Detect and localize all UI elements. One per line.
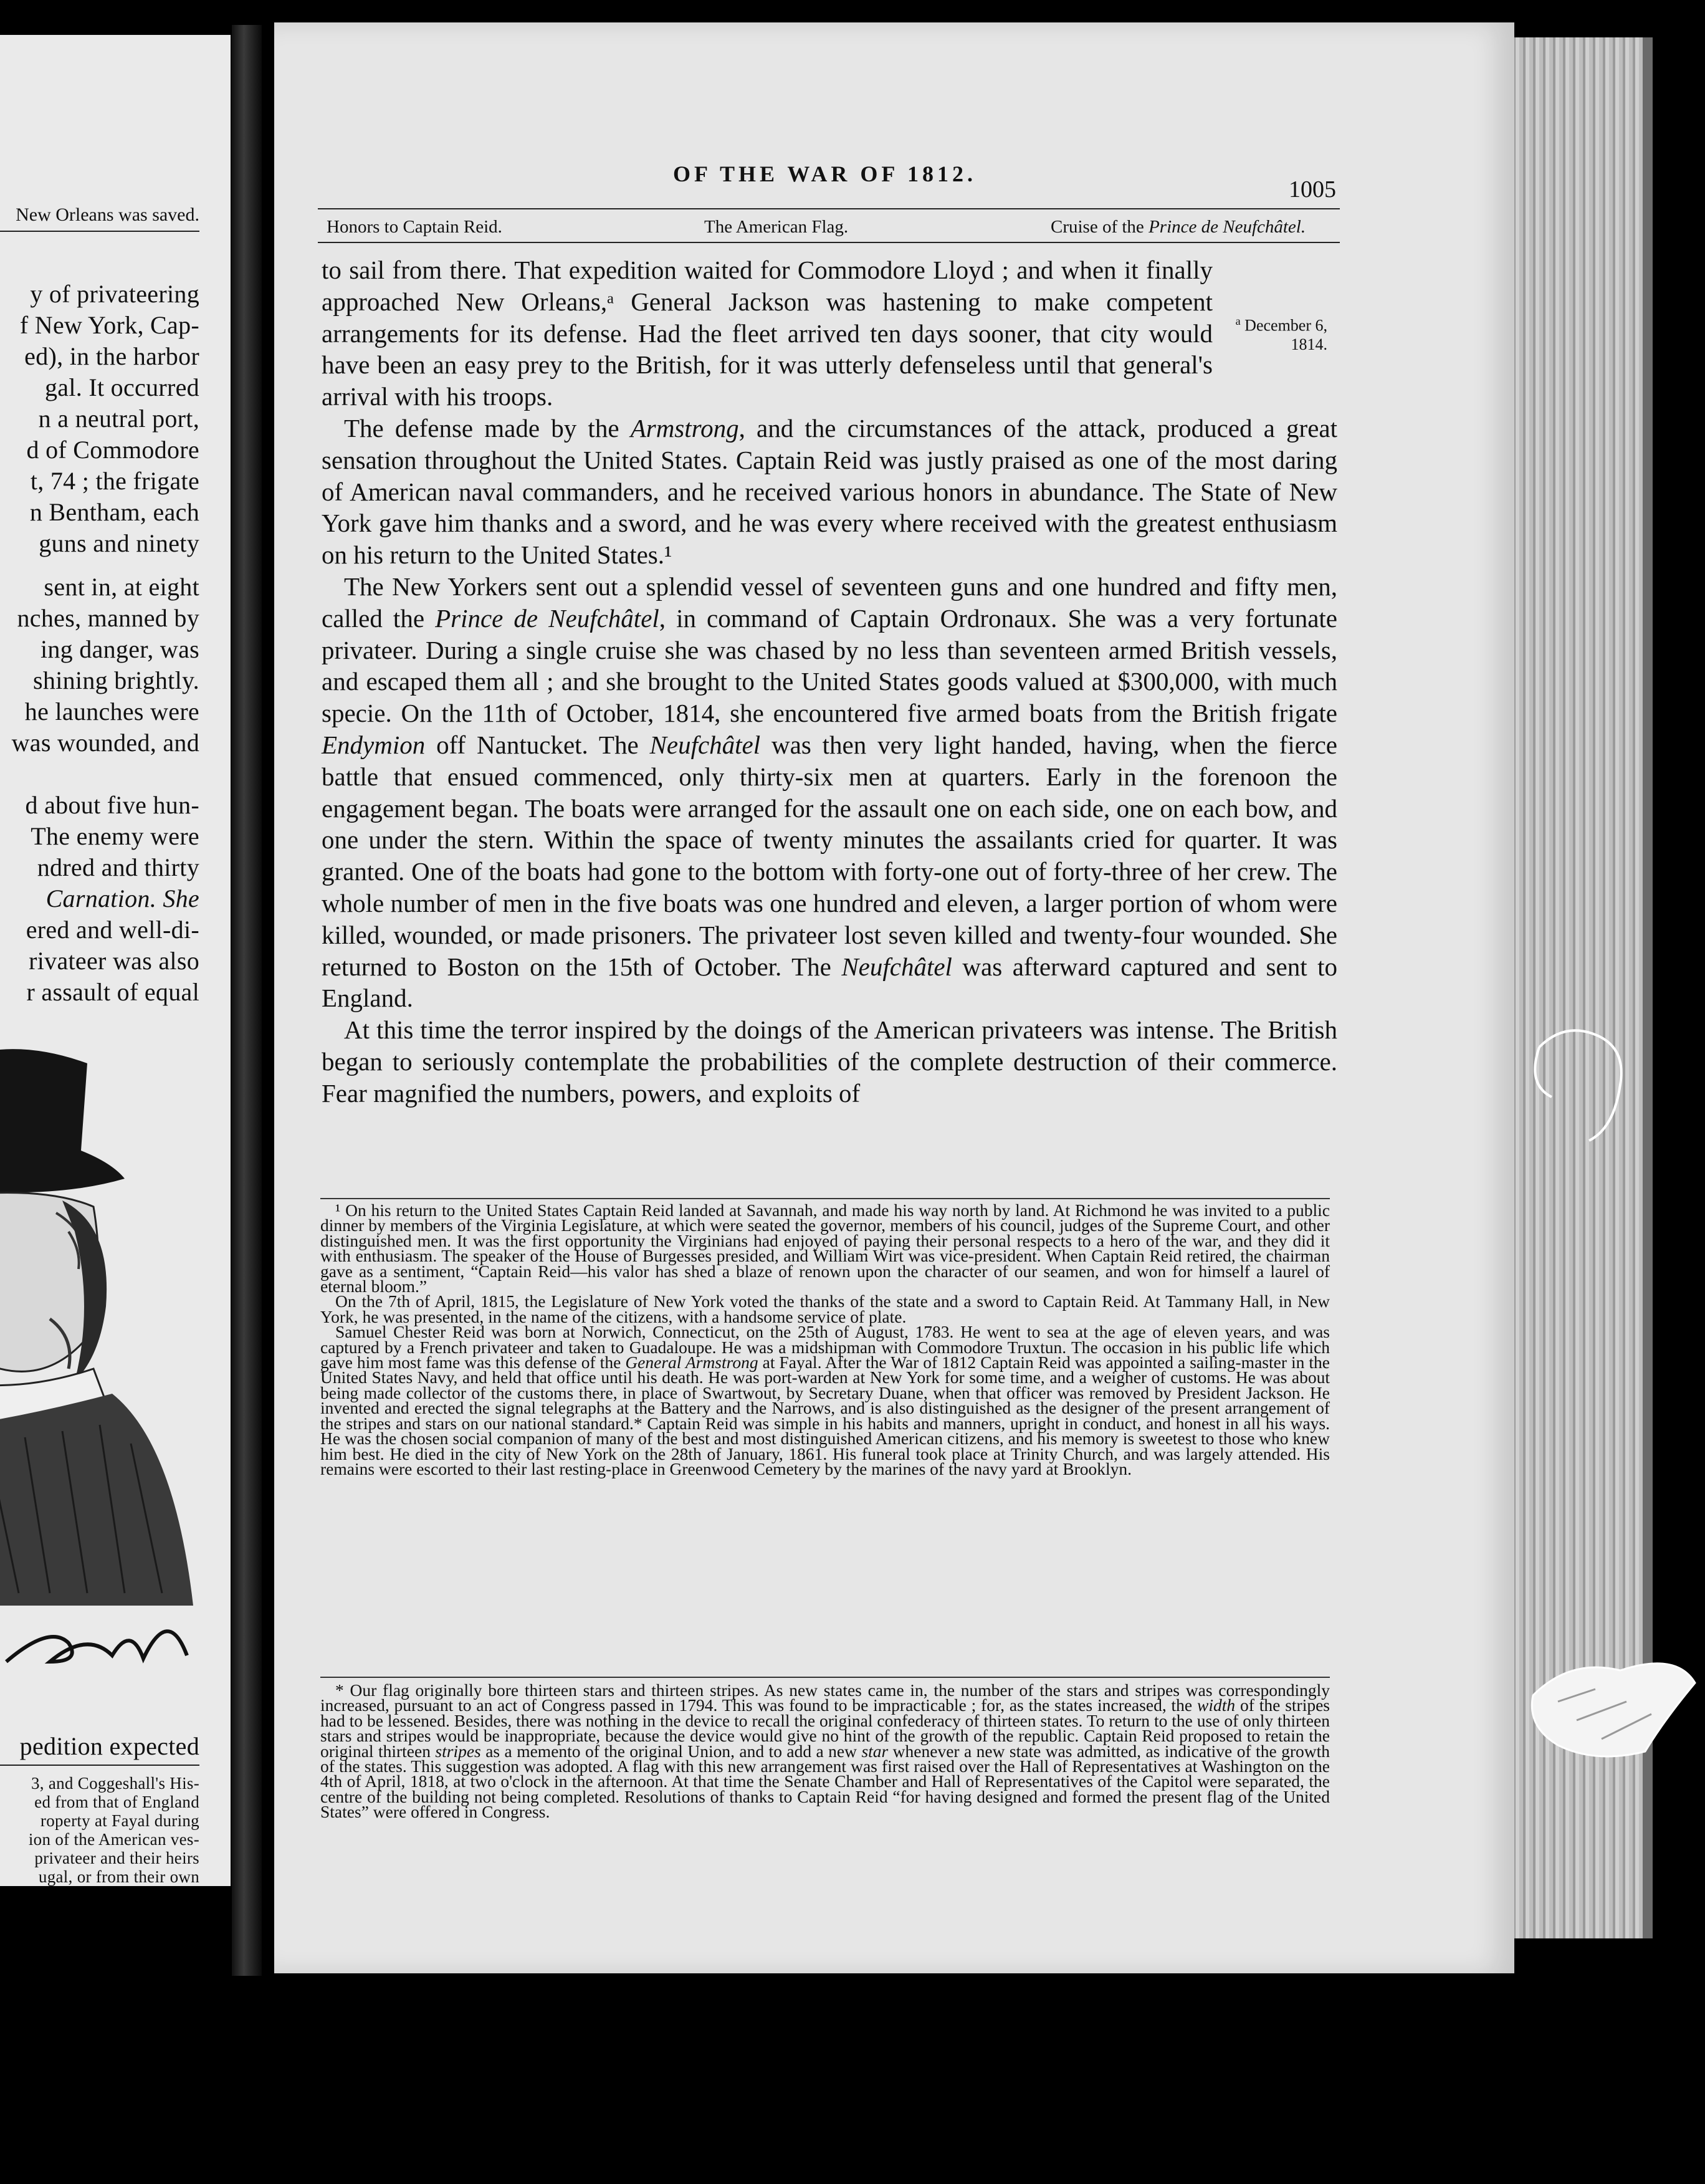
body-text	[322, 254, 1337, 1109]
left-page-line: was wounded, and	[11, 729, 199, 757]
subhead-center: The American Flag.	[704, 217, 849, 237]
left-page	[0, 35, 231, 1886]
fn2-b: of the stripes had to be lessened. Besides, there was nothing in the device to recall the original confederacy of thirteen states. To return to the use of only thirteen stars and stripes would be inappropriate, because the device would give no hint of the growth of the republic. Captain Reid proposed to retain the original thirteen	[320, 1695, 1330, 1761]
left-page-line: sent in, at eight	[44, 573, 199, 601]
fn1-p3-b: at Fayal. After the War of 1812 Captain Reid was appointed a sailing-master in the United States Navy, and held that office until his death. He was port-warden at New York for some time, and a weigher of customs. He was about being made collector of the customs there, in place of Swartwout, by Secretary Duane, when that officer was removed by President Jackson. He invented and erected the signal telegraphs at the Battery and the Narrows, and is also distinguished as the designer of the present arrangement of the stripes and stars on our national standard.* Captain Reid was simple in his habits and manners, upright in conduct, and honest in all his ways. He was the chosen social companion of many of the best and most distinguished American citizens, and his memory is sweetest to those who knew him best. He died in the city of New York on the 28th of January, 1861. His funeral took place at Trinity Church, and was largely attended. His remains were escorted to their last resting-place in Greenwood Cemetery by the marines of the navy yard at Brooklyn.	[320, 1353, 1330, 1478]
fn1-p3-a: Samuel Chester Reid was born at Norwich, Connecticut, on the 25th of August, 1783. He went to sea at the age of eleven years, and was captured by a French privateer and taken to Guadaloupe. He was a midshipman with Commodore Truxtun. The occasion in his public life which gave him most fame was this defense of the	[320, 1322, 1330, 1372]
subhead-left: Honors to Captain Reid.	[327, 217, 502, 237]
page-number: 1005	[1289, 176, 1336, 203]
footnote-1	[320, 1200, 1330, 1478]
left-page-note-line: privateer and their heirs	[34, 1849, 199, 1867]
running-head: OF THE WAR OF 1812.	[673, 161, 977, 186]
side-note-mark: a	[1235, 315, 1241, 327]
p3-text-a: The New Yorkers sent out a splendid vessel of seventeen guns and one hundred and fifty men, called the	[322, 572, 1337, 633]
p2-text-a: The defense made by the	[344, 413, 631, 443]
fn2-a: * Our flag originally bore thirteen stars and thirteen stripes. As new states came in, the number of the stars and stripes was correspondingly increased, pursuant to an act of Congress passed in 1794. This was found to be impracticable ; for, as the states increased, the	[320, 1680, 1330, 1715]
footnote-1-para-3	[320, 1324, 1330, 1477]
footnote-1-para-1: ¹ On his return to the United States Captain Reid landed at Savannah, and made his way north by land. At Richmond he was invited to a public dinner by members of the Virginia Legislature, at which were seated the governor, members of his council, judges of the Supreme Court, and other distinguished men. It was the first opportunity the Virginians had enjoyed of paying their personal respects to a hero of the war, and they did it with enthusiasm. The speaker of the House of Burgesses presided, and William Wirt was vice-president. When Captain Reid retired, the chairman gave as a sentiment, “Captain Reid—his valor has shed a blaze of renown upon the character of our seamen, and won for himself a laurel of eternal bloom.”	[320, 1200, 1330, 1296]
left-page-line: rivateer was also	[29, 947, 199, 975]
p2-text-b: , and the circumstances of the attack, produced a great sensation throughout the United States. Captain Reid was justly praised as one of the most daring of American naval commanders, and he received various honors in abundance. The State of New York gave him thanks and a sword, and he was every where received with the greatest enthusiasm on his return to the United States.¹	[322, 413, 1337, 570]
left-page-note-line: roperty at Fayal during	[40, 1811, 199, 1830]
fn2-it-stripes: stripes	[435, 1741, 481, 1761]
left-page-line: n Bentham, each	[29, 498, 199, 526]
left-page-line: ndred and thirty	[37, 853, 199, 881]
header-rule-top	[318, 208, 1340, 209]
footnote-2-rule	[320, 1677, 1330, 1678]
ship-name-armstrong: Armstrong	[630, 413, 739, 443]
edge-scribble-mark	[1527, 1022, 1639, 1147]
left-page-note-line: ugal, or from their own	[38, 1867, 199, 1886]
ship-name-neufchatel-2: Neufchâtel	[841, 952, 952, 981]
left-page-line: nches, manned by	[17, 604, 199, 632]
ship-name-endymion: Endymion	[322, 730, 426, 759]
p3-text-c: off Nantucket. The	[425, 730, 650, 759]
left-page-header: New Orleans was saved.	[0, 204, 199, 232]
left-footnote-rule	[0, 1765, 199, 1766]
edge-blot-mark	[1521, 1645, 1705, 1770]
left-page-line: guns and ninety	[39, 529, 199, 557]
left-page-line: gal. It occurred	[44, 373, 199, 401]
side-note-year: 1814.	[1291, 335, 1327, 353]
footnote-2	[320, 1680, 1330, 1822]
fn2-d: whenever a new state was admitted, as indicative of the growth of the states. This suggestion was adopted. A flag with this new arrangement was first raised over the Hall of Representatives at Washington on the 4th of April, 1818, at two o'clock in the afternoon. At that time the Senate Chamber and Hall of Representatives of the Capitol were separated, the centre of the building not being completed. Resolutions of thanks to Captain Reid “for having designed and formed the present flag of the United States” were offered in Congress.	[320, 1741, 1330, 1822]
left-page-line: d of Commodore	[26, 436, 199, 464]
left-page-note-line: ed from that of England	[34, 1793, 199, 1811]
left-page-note-line: 3, and Coggeshall's His-	[31, 1774, 199, 1793]
footnote-2-para	[320, 1680, 1330, 1822]
left-page-line: he launches were	[24, 697, 199, 726]
left-page-line: t, 74 ; the frigate	[30, 467, 199, 495]
subhead-right	[1051, 217, 1306, 237]
left-page-line: ing danger, was	[40, 635, 199, 663]
p3-text-d: was then very light handed, having, when the fierce battle that ensued commenced, only thirty-six men at quarters. Early in the forenoon the engagement began. The boats were arranged for the assault one on each side, one on each bow, and one under the stern. Within the space of twenty minutes the assailants cried for quarter. It was granted. One of the boats had gone to the bottom with forty-one out of forty-three of her crew. The whole number of men in the five boats was one hundred and eleven, a larger portion of whom were killed, wounded, or made prisoners. The privateer lost seven killed and twenty-four wounded. She returned to Boston on the 15th of October. The	[322, 730, 1338, 981]
paragraph-4: At this time the terror inspired by the doings of the American privateers was intense. The British began to seriously contemplate the probabilities of the complete destruction of their commerce. Fear magnified the numbers, powers, and exploits of	[322, 1015, 1337, 1108]
left-page-bottom-line: pedition expected	[19, 1732, 199, 1760]
left-page-line: d about five hun-	[25, 791, 199, 819]
side-note-text: December 6,	[1244, 316, 1327, 335]
fn2-it-width: width	[1197, 1695, 1236, 1715]
left-page-line: The enemy were	[31, 822, 199, 850]
subhead-right-italic: Prince de Neufchâtel.	[1149, 217, 1306, 237]
ship-name-neufchatel-1: Neufchâtel	[649, 730, 761, 759]
fn1-ship-name: General Armstrong	[625, 1353, 758, 1372]
left-page-line: n a neutral port,	[38, 405, 199, 433]
portrait-engraving	[0, 1045, 199, 1674]
left-page-line: r assault of equal	[26, 978, 199, 1006]
left-page-line: y of privateering	[30, 280, 199, 308]
left-page-line: Carnation. She	[45, 884, 199, 912]
left-page-line: ed), in the harbor	[24, 342, 199, 370]
header-rule-bottom	[318, 242, 1340, 243]
p3-text-e: was afterward captured and sent to England.	[322, 952, 1337, 1013]
fn2-c: as a memento of the original Union, and to add a new	[480, 1741, 862, 1761]
paragraph-1: to sail from there. That expedition waited for Commodore Lloyd ; and when it finally approached New Orleans,ᵃ General Jackson was hastening to make competent arrangements for its defense. Had the fleet arrived ten days sooner, that city would have been an easy prey to the British, for it was utterly defenseless until that general's arrival with his troops.	[322, 256, 1213, 411]
ship-name-prince: Prince de Neufchâtel	[435, 603, 659, 633]
book-gutter	[232, 25, 262, 1976]
paragraph-2	[322, 413, 1337, 571]
footnote-rule	[320, 1198, 1330, 1199]
left-page-line: shining brightly.	[33, 666, 199, 694]
p3-text-b: , in command of Captain Ordronaux. She was a very fortunate privateer. During a single cruise she was chased by no less than seventeen armed British vessels, and escaped them all ; and she brought to the United States goods valued at $300,000, with much specie. On the 11th of October, 1814, she encountered five armed boats from the British frigate	[322, 603, 1337, 728]
paragraph-3	[322, 571, 1337, 1014]
left-page-line: f New York, Cap-	[19, 311, 199, 339]
fn2-it-star: star	[861, 1741, 889, 1761]
left-page-note-line: ion of the American ves-	[28, 1830, 199, 1849]
left-page-line: ered and well-di-	[26, 916, 199, 944]
subhead-right-prefix: Cruise of the	[1051, 217, 1149, 237]
footnote-1-para-2: On the 7th of April, 1815, the Legislature of New York voted the thanks of the state and a sword to Captain Reid. At Tammany Hall, in New York, he was presented, in the name of the citizens, with a handsome service of plate.	[320, 1291, 1330, 1326]
